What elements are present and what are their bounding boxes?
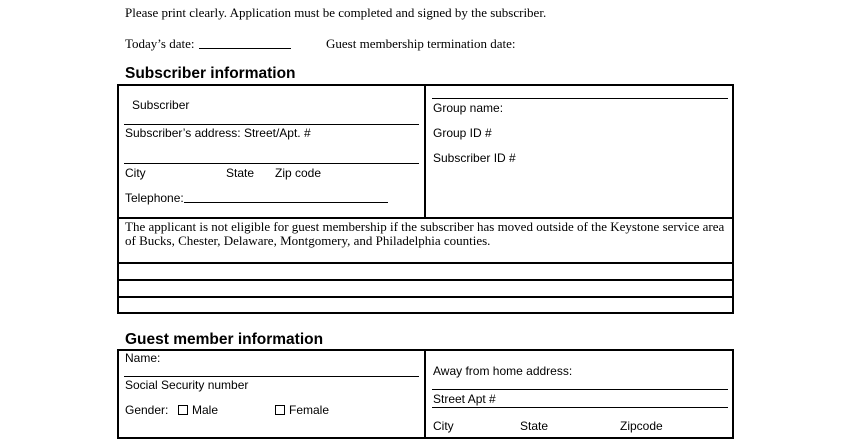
- away-address-line[interactable]: [432, 389, 728, 390]
- subscriber-column-divider: [424, 84, 426, 219]
- guest-section-heading: Guest member information: [125, 331, 324, 348]
- subscriber-id-label: Subscriber ID #: [433, 151, 516, 165]
- zip-code-label: Zip code: [275, 166, 322, 180]
- group-id-label: Group ID #: [433, 126, 492, 140]
- instruction-text: Please print clearly. Application must be completed and signed by the subscriber.: [125, 5, 547, 20]
- female-checkbox[interactable]: [275, 405, 285, 415]
- street-apt-line[interactable]: [432, 407, 728, 408]
- eligibility-note: The applicant is not eligible for guest membership if the subscriber has moved outside of the Keystone service area of Bucks, Chester, Delaware, Montgomery, and Philadelphia counties.: [125, 219, 725, 248]
- gender-male-option[interactable]: [178, 403, 218, 417]
- termination-date-label: Guest membership termination date:: [326, 36, 516, 51]
- city-label: City: [125, 166, 146, 180]
- subscriber-line[interactable]: [124, 124, 419, 125]
- guest-name-label: Name:: [125, 351, 161, 365]
- group-name-label: Group name:: [433, 101, 504, 115]
- group-name-line[interactable]: [432, 98, 728, 99]
- male-checkbox[interactable]: [178, 405, 188, 415]
- subscriber-label: Subscriber: [132, 98, 190, 112]
- todays-date-label: Today’s date:: [125, 36, 195, 51]
- guest-name-line[interactable]: [124, 376, 419, 377]
- guest-zipcode-label: Zipcode: [620, 419, 663, 433]
- ssn-label: Social Security number: [125, 378, 249, 392]
- gender-female-option[interactable]: [275, 403, 329, 417]
- subscriber-address-line[interactable]: [124, 163, 419, 164]
- state-label: State: [226, 166, 255, 180]
- street-apt-label: Street Apt #: [433, 392, 496, 406]
- todays-date-line[interactable]: [199, 48, 291, 49]
- guest-state-label: State: [520, 419, 549, 433]
- gender-label: Gender:: [125, 403, 169, 417]
- note-divider: [117, 262, 734, 264]
- female-label: Female: [289, 403, 330, 417]
- telephone-line[interactable]: [184, 202, 388, 203]
- blank-row-divider-1: [117, 279, 734, 281]
- away-address-label: Away from home address:: [433, 364, 573, 378]
- male-label: Male: [192, 403, 219, 417]
- telephone-label: Telephone:: [125, 191, 184, 205]
- subscriber-address-label: Subscriber’s address: Street/Apt. #: [125, 126, 311, 140]
- blank-row-divider-2: [117, 296, 734, 298]
- guest-city-label: City: [433, 419, 454, 433]
- subscriber-section-heading: Subscriber information: [125, 65, 296, 82]
